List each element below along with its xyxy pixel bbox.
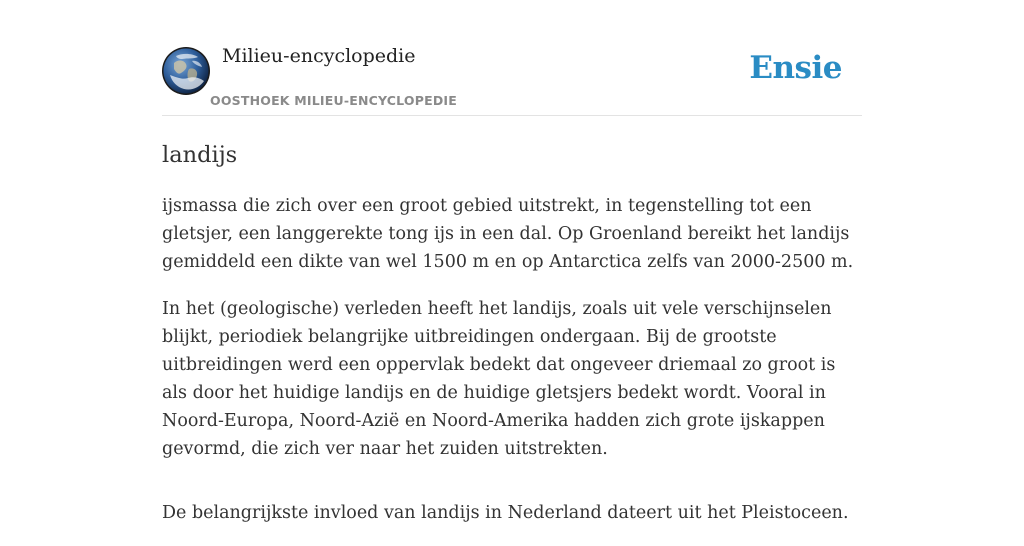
site-title-link[interactable]: Milieu-encyclopedie — [222, 45, 416, 67]
article-body — [162, 192, 862, 527]
content-column — [162, 0, 862, 546]
article-paragraph: ijsmassa die zich over een groot gebied uitstrekt, in tegenstelling tot een gletsjer, een langgerekte tong ijs in een dal. Op Groenland bereikt het landijs gemiddeld een dikte van wel 1500 m en op Antarctica zelfs van 2000-2500 m. — [162, 196, 854, 272]
article-paragraph: De belangrijkste invloed van landijs in Nederland dateert uit het Pleistoceen. — [162, 503, 849, 523]
site-header — [162, 0, 862, 116]
site-subtitle: OOSTHOEK MILIEU-ENCYCLOPEDIE — [210, 93, 457, 108]
article-title: landijs — [162, 142, 238, 168]
ensie-brand-link[interactable]: Ensie — [749, 50, 842, 86]
earth-globe-icon[interactable] — [162, 47, 210, 95]
article-paragraph: In het (geologische) verleden heeft het landijs, zoals uit vele verschijnselen blijkt, periodiek belangrijke uitbreidingen ondergaan. Bij de grootste uitbreidingen werd een oppervlak bedekt dat ongeveer driemaal zo groot is als door het huidige landijs en de huidige gletsjers bedekt wordt. Vooral in Noord-Europa, Noord-Azië en Noord-Amerika hadden zich grote ijskappen gevormd, die zich ver naar het zuiden uitstrekten. — [162, 299, 836, 459]
